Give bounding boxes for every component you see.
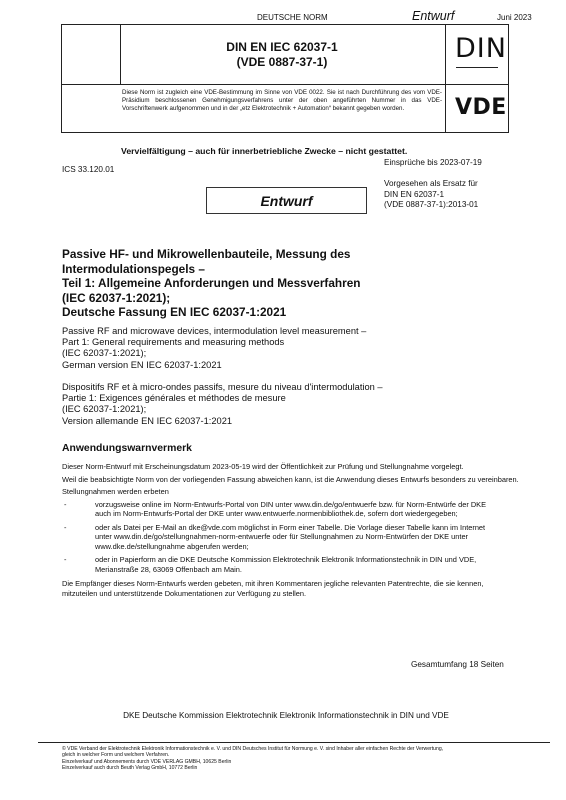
standard-number xyxy=(120,40,444,70)
copyright-footer xyxy=(62,746,550,771)
replacement-line: Vorgesehen als Ersatz für xyxy=(384,179,478,188)
vde-notice: Diese Norm ist zugleich eine VDE-Bestimmung im Sinne von VDE 0022. Sie ist nach Durchführung des vom VDE-Präsidium beschlossenen Genehmigungsverfahrens unter der oben angeführten Nummer in das VDE-Vorschriftenwerk aufgenommen und in der „etz Elektrotechnik + Automation“ bekannt gegeben worden. xyxy=(122,89,442,113)
comments-intro: Stellungnahmen werden erbeten xyxy=(62,487,169,496)
title-german-line: Intermodulationspegels – xyxy=(62,261,205,276)
title-french-line: Dispositifs RF et à micro-ondes passifs, mesure du niveau d'intermodulation – xyxy=(62,382,383,392)
total-pages: Gesamtumfang 18 Seiten xyxy=(411,660,504,669)
title-french-line: Partie 1: Exigences générales et méthodes de mesure xyxy=(62,393,286,404)
reproduction-notice: Vervielfältigung – auch für innerbetriebliche Zwecke – nicht gestattet. xyxy=(121,146,408,156)
draft-box-label: Entwurf xyxy=(260,193,313,209)
replacement-line: (VDE 0887-37-1):2013-01 xyxy=(384,200,479,210)
din-logo xyxy=(455,33,507,68)
replacement-line: DIN EN 62037-1 xyxy=(384,189,445,199)
list-item-text: oder in Papierform an die DKE Deutsche Kommission Elektrotechnik Elektronik Informationstechnik in DIN und VDE, Merianstraße 28, 63069 Offenbach am Main. xyxy=(95,555,477,574)
title-french-line: (IEC 62037-1:2021); xyxy=(62,404,147,415)
title-german xyxy=(62,247,532,320)
footer-line: © VDE Verband der Elektrotechnik Elektronik Informationstechnik e. V. und DIN Deutsches Institut für Normung e. V. sind Inhaber aller einfachen Rechte der Verwertung, xyxy=(62,746,444,752)
title-german-line: Passive HF- und Mikrowellenbauteile, Messung des xyxy=(62,247,351,261)
title-english-line: Part 1: General requirements and measuring methods xyxy=(62,337,285,348)
title-french-line: Version allemande EN IEC 62037-1:2021 xyxy=(62,415,233,426)
footer-line: Einzelverkauf und Abonnements durch VDE VERLAG GMBH, 10625 Berlin xyxy=(62,758,232,765)
header-date: Juni 2023 xyxy=(497,13,532,22)
footer-line: gleich in welcher Form und welchem Verfahren. xyxy=(62,752,170,759)
warning-para-1: Dieser Norm-Entwurf mit Erscheinungsdatum 2023-05-19 wird der Öffentlichkeit zur Prüfung und Stellungnahme vorgelegt. xyxy=(62,462,464,471)
list-item xyxy=(62,500,520,519)
list-item-text: vorzugsweise online im Norm-Entwurfs-Portal von DIN unter www.din.de/go/entwuerfe bzw. für Norm-Entwürfe der DKE auch im Norm-Entwurfs-Portal der DKE unter www.entwuerfe.normenbibliothek.de, sofern dort wiedergegeben; xyxy=(95,499,487,518)
title-english-line: German version EN IEC 62037-1:2021 xyxy=(62,359,222,370)
objection-deadline: Einsprüche bis 2023-07-19 xyxy=(384,158,482,167)
title-german-line: Teil 1: Allgemeine Anforderungen und Messverfahren xyxy=(62,276,361,291)
draft-box xyxy=(206,187,367,214)
list-item xyxy=(62,555,520,574)
standard-number-vde: (VDE 0887-37-1) xyxy=(236,55,328,69)
title-english xyxy=(62,326,532,371)
title-english-line: (IEC 62037-1:2021); xyxy=(62,348,147,359)
title-german-line: Deutsche Fassung EN IEC 62037-1:2021 xyxy=(62,305,287,320)
title-french xyxy=(62,382,532,427)
dke-line: DKE Deutsche Kommission Elektrotechnik Elektronik Informationstechnik in DIN und VDE xyxy=(123,711,449,720)
header-draft-label: Entwurf xyxy=(412,9,455,23)
footer-divider xyxy=(38,742,550,743)
warning-heading: Anwendungswarnvermerk xyxy=(62,443,192,454)
warning-para-2: Weil die beabsichtigte Norm von der vorliegenden Fassung abweichen kann, ist die Anwendung dieses Entwurfs besonders zu vereinbaren. xyxy=(62,474,519,484)
list-dash: - xyxy=(64,499,67,509)
list-item-text: oder als Datei per E-Mail an dke@vde.com möglichst in Form einer Tabelle. Die Vorlage dieser Tabelle kann im Internet unter www.din.de/go/stellungnahmen-norm-entwuerfe oder für Stellungnahmen zu Norm-Entwürfen der DKE unter www.dke.de/stellungnahme abgerufen werden; xyxy=(95,522,486,551)
din-logo-text: DIN xyxy=(455,33,507,64)
title-german-line: (IEC 62037-1:2021); xyxy=(62,290,171,305)
replacement-info xyxy=(384,179,478,211)
ics-code: ICS 33.120.01 xyxy=(62,165,115,174)
list-dash: - xyxy=(64,555,67,564)
warning-body xyxy=(62,462,520,598)
patent-note: Die Empfänger dieses Norm-Entwurfs werden gebeten, mit ihren Kommentaren jegliche relevanten Patentrechte, die sie kennen, mitzuteilen und unterstützende Dokumentationen zur Verfügung zu stellen. xyxy=(62,579,484,598)
list-dash: - xyxy=(64,522,67,532)
standard-number-din: DIN EN IEC 62037-1 xyxy=(226,40,338,54)
vde-logo: VDE xyxy=(455,95,507,120)
footer-line: Einzelverkauf auch durch Beuth Verlag GmbH, 10772 Berlin xyxy=(62,764,198,771)
list-item xyxy=(62,523,520,552)
standard-type: DEUTSCHE NORM xyxy=(257,13,328,22)
title-english-line: Passive RF and microwave devices, intermodulation level measurement – xyxy=(62,326,367,336)
